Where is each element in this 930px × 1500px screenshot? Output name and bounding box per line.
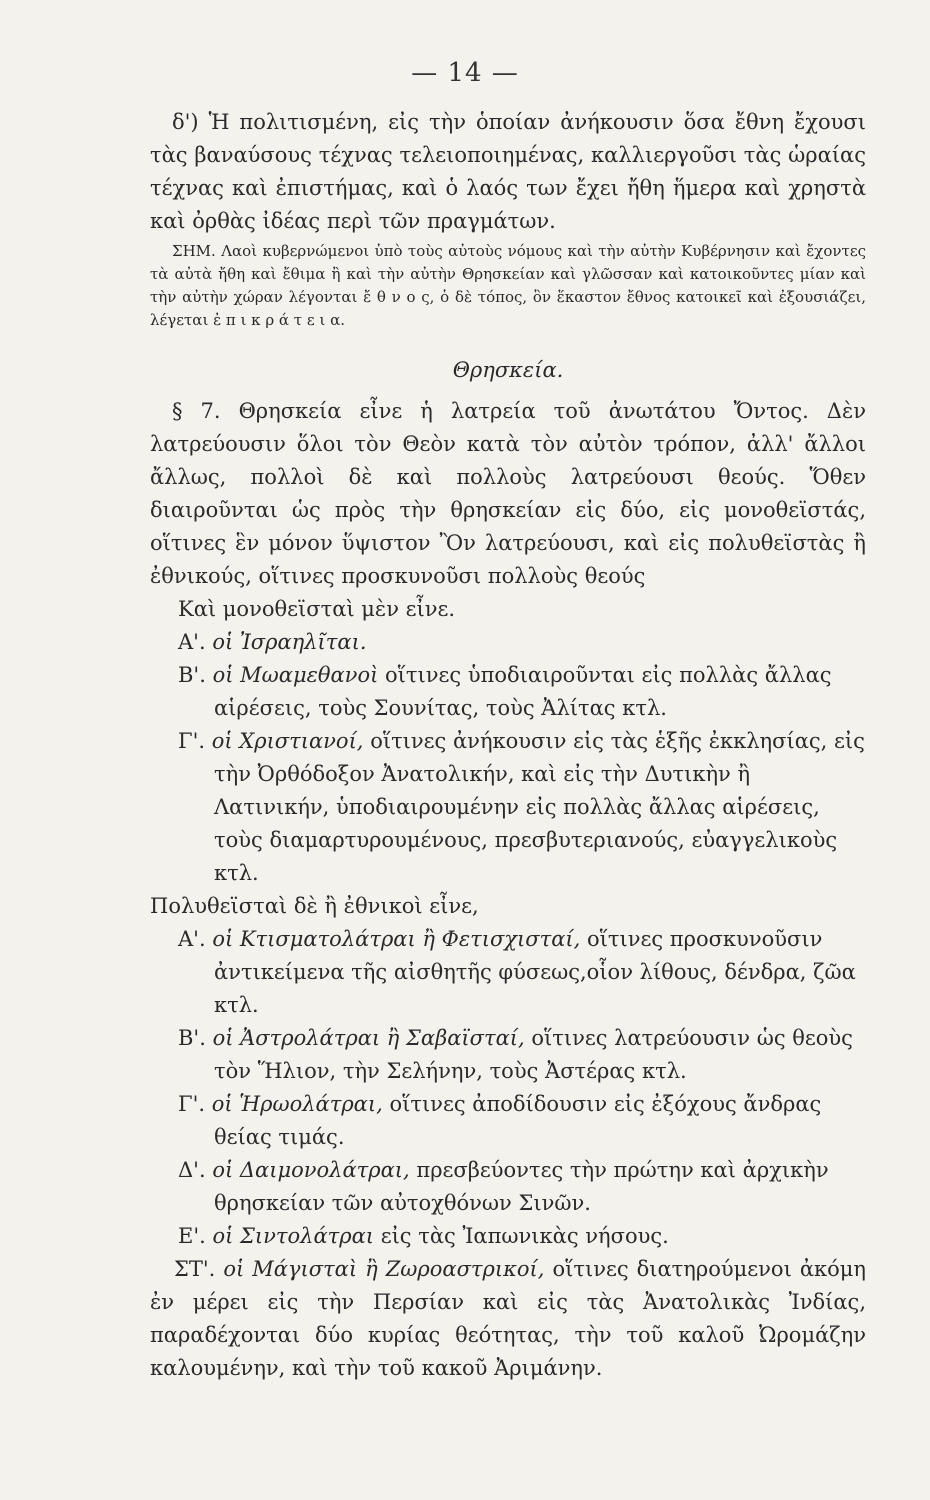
page-text (150, 106, 866, 1385)
item-name: οἱ Σιντολάτραι (212, 1224, 374, 1248)
item-mark: Γ'. (178, 729, 206, 753)
polytheists-list (150, 923, 866, 1385)
monotheists-intro: Καὶ μονοθεϊσταὶ μὲν εἶνε. (178, 597, 456, 621)
list-item (150, 1022, 866, 1088)
item-name: οἱ Μάγισταὶ ἢ Ζωροαστρικοί, (223, 1257, 545, 1281)
list-item (150, 1220, 866, 1253)
polytheists-intro: Πολυθεϊσταὶ δὲ ἢ ἐθνικοὶ εἶνε, (150, 894, 479, 918)
item-name: οἱ Ἡρωολάτραι, (211, 1092, 383, 1116)
item-text: οἵτινες ὑποδιαιροῦνται εἰς πολλὰς ἄλλας αἱρέσεις, τοὺς Σουνίτας, τοὺς Ἀλίτας κτλ. (214, 663, 832, 720)
item-name: οἱ Κτισματολάτραι ἢ Φετισχισταί, (212, 927, 581, 951)
item-text: οἵτινες διατηρούμενοι ἀκόμη ἐν μέρει εἰς τὴν Περσίαν καὶ εἰς τὰς Ἀνατολικὰς Ἰνδίας, παραδέχονται δύο κυρίας θεότητας, τὴν τοῦ καλοῦ Ὠρομάζην καλουμένην, καὶ τὴν τοῦ κακοῦ Ἀριμάνην. (150, 1257, 866, 1380)
page-number: — 14 — (411, 58, 519, 88)
item-name: οἱ Δαιμονολάτραι, (212, 1158, 410, 1182)
item-mark: Β'. (178, 663, 206, 687)
item-name: οἱ Ἰσραηλῖται. (212, 630, 367, 654)
item-name: οἱ Χριστιανοί, (211, 729, 364, 753)
item-mark: Α'. (178, 630, 206, 654)
section-heading: Θρησκεία. (452, 358, 564, 382)
list-item (150, 1088, 866, 1154)
item-name: οἱ Ἀστρολάτραι ἢ Σαβαϊσταί, (212, 1026, 525, 1050)
item-text: οἵτινες προσκυνοῦσιν ἀντικείμενα τῆς αἰσθητῆς φύσεως,οἷον λίθους, δένδρα, ζῶα κτλ. (214, 927, 856, 1017)
paragraph-7: § 7. Θρησκεία εἶνε ἡ λατρεία τοῦ ἀνωτάτου Ὄντος. Δὲν λατρεύουσιν ὅλοι τὸν Θεὸν κατὰ τὸν αὐτὸν τρόπον, ἀλλ' ἄλλοι ἄλλως, πολλοὶ δὲ καὶ πολλοὺς λατρεύουσι θεούς. Ὅθεν διαιροῦνται ὡς πρὸς τὴν θρησκείαν εἰς δύο, εἰς μονοθεϊστάς, οἵτινες ἓν μόνον ὕψιστον Ὂν λατρεύουσι, καὶ εἰς πολυθεϊστὰς ἢ ἐθνικούς, οἵτινες προσκυνοῦσι πολλοὺς θεούς (150, 399, 866, 588)
item-text: οἵτινες λατρεύουσιν ὡς θεοὺς τὸν Ἥλιον, τὴν Σελήνην, τοὺς Ἀστέρας κτλ. (214, 1026, 853, 1083)
list-item (150, 626, 866, 659)
item-text: οἵτινες ἀποδίδουσιν εἰς ἐξόχους ἄνδρας θείας τιμάς. (214, 1092, 822, 1149)
item-mark: Γ'. (178, 1092, 206, 1116)
list-item (150, 725, 866, 890)
item-name: οἱ Μωαμεθανοὶ (212, 663, 379, 687)
list-item (150, 923, 866, 1022)
footnote-sim: ΣΗΜ. Λαοὶ κυβερνώμενοι ὑπὸ τοὺς αὐτοὺς νόμους καὶ τὴν αὐτὴν Κυβέρνησιν καὶ ἔχοντες τὰ αὐτὰ ἤθη καὶ ἔθιμα ἢ καὶ τὴν αὐτὴν Θρησκείαν καὶ γλῶσσαν καὶ κατοικοῦντες μίαν καὶ τὴν αὐτὴν χώραν λέγονται ἔ θ ν ο ς, ὁ δὲ τόπος, ὃν ἕκαστον ἔθνος κατοικεῖ καὶ ἐξουσιάζει, λέγεται ἐ π ι κ ρ ά τ ε ι α. (150, 242, 866, 329)
monotheists-list (150, 626, 866, 890)
item-mark: Δ'. (178, 1158, 206, 1182)
item-text: οἵτινες ἀνήκουσιν εἰς τὰς ἑξῆς ἐκκλησίας, εἰς τὴν Ὀρθόδοξον Ἀνατολικήν, καὶ εἰς τὴν Δυτικὴν ἢ Λατινικήν, ὑποδιαιρουμένην εἰς πολλὰς ἄλλας αἱρέσεις, τοὺς διαμαρτυρουμένους, πρεσβυτεριανούς, εὐαγγελικοὺς κτλ. (214, 729, 865, 885)
item-text: εἰς τὰς Ἰαπωνικὰς νήσους. (380, 1224, 669, 1248)
list-item (150, 1253, 866, 1385)
item-mark: Β'. (178, 1026, 206, 1050)
item-text: πρεσβεύοντες τὴν πρώτην καὶ ἀρχικὴν θρησκείαν τῶν αὐτοχθόνων Σινῶν. (214, 1158, 829, 1215)
item-mark: Α'. (178, 927, 206, 951)
list-item (150, 659, 866, 725)
item-mark: ΣΤ'. (174, 1257, 216, 1281)
list-item (150, 1154, 866, 1220)
paragraph-delta: δ') Ἡ πολιτισμένη, εἰς τὴν ὁποίαν ἀνήκουσιν ὅσα ἔθνη ἔχουσι τὰς βαναύσους τέχνας τελειοποιημένας, καλλιεργοῦσι τὰς ὡραίας τέχνας καὶ ἐπιστήμας, καὶ ὁ λαός των ἔχει ἤθη ἥμερα καὶ χρηστὰ καὶ ὀρθὰς ἰδέας περὶ τῶν πραγμάτων. (150, 110, 866, 233)
item-mark: Ε'. (178, 1224, 206, 1248)
